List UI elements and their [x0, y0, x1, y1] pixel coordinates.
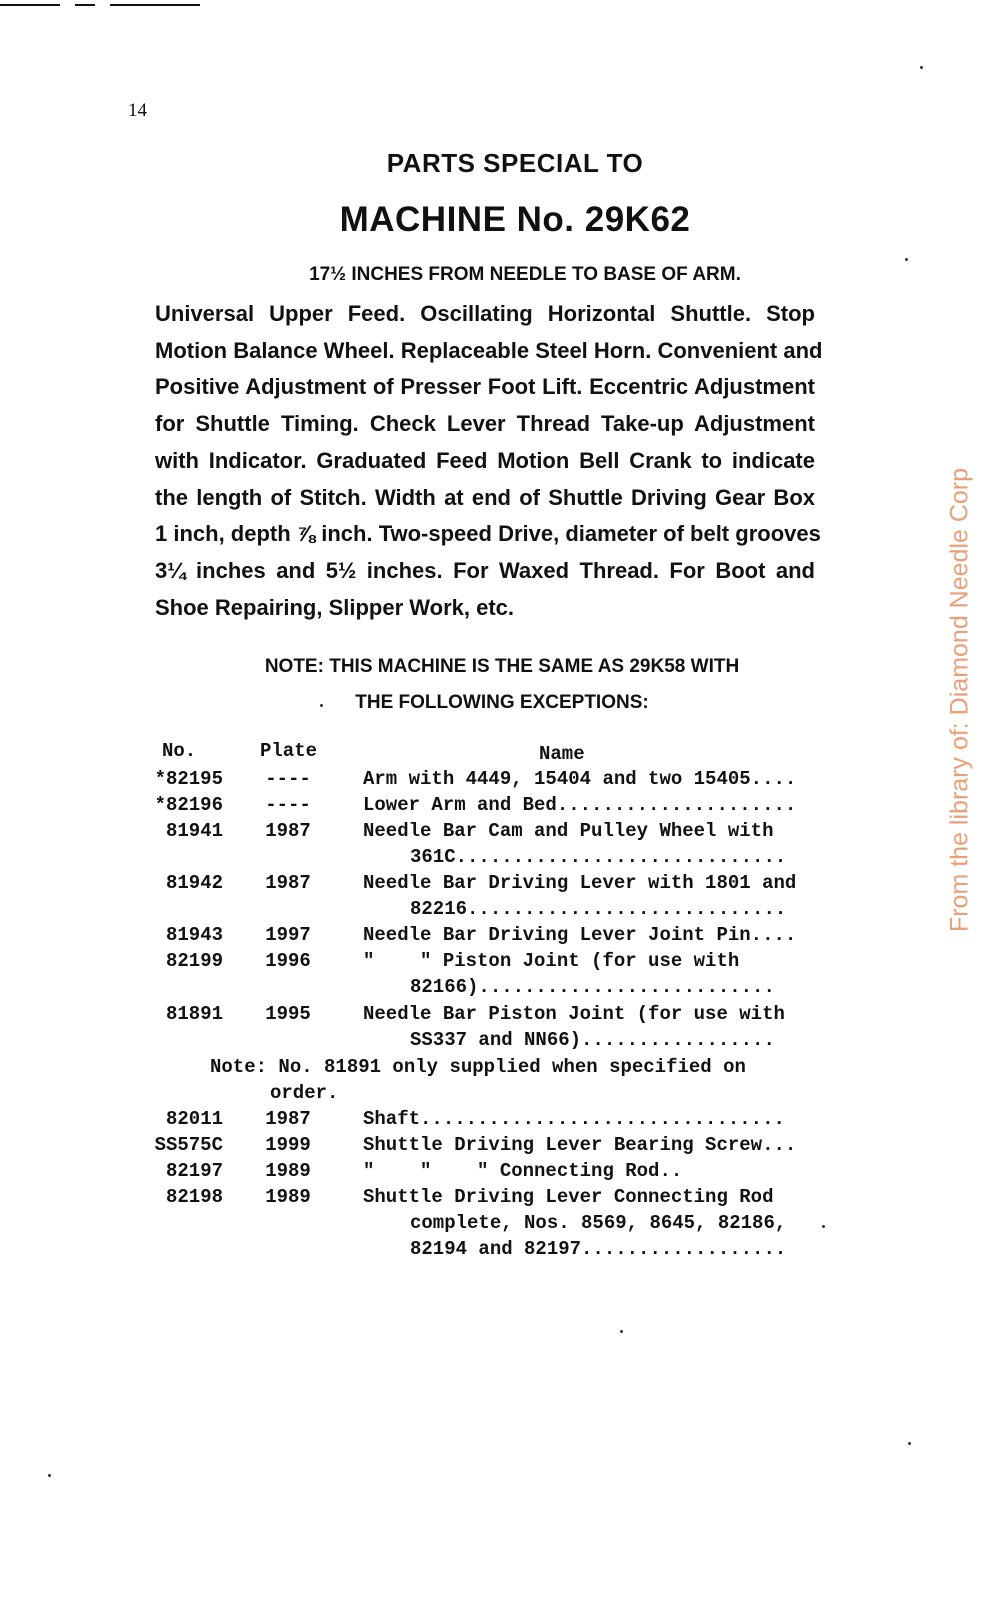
part-name: " " Piston Joint (for use with [363, 950, 740, 972]
description-line: 1 inch, depth ⅞ inch. Two-speed Drive, diameter of belt grooves [155, 521, 821, 547]
part-number: 82197 [165, 1160, 223, 1182]
part-name: Shaft................................ [363, 1108, 785, 1130]
part-name: Arm with 4449, 15404 and two 15405.... [363, 768, 797, 790]
description-line: 3¼ inches and 5½ inches. For Waxed Thread. For Boot and [155, 557, 815, 583]
part-name: Needle Bar Piston Joint (for use with [363, 1003, 785, 1025]
scan-speck [620, 1330, 623, 1333]
part-number: *82196 [154, 794, 223, 816]
part-number: 81943 [165, 924, 223, 946]
plate-number: 1987 [265, 872, 311, 894]
part-name-continuation: 82166).......................... [410, 976, 775, 998]
description-line: Positive Adjustment of Presser Foot Lift. Eccentric Adjustment [155, 374, 815, 400]
part-name-continuation: 82216............................ [410, 898, 787, 920]
part-number: 82198 [165, 1186, 223, 1208]
description-line: Universal Upper Feed. Oscillating Horizontal Shuttle. Stop [155, 301, 815, 326]
part-number: SS575C [154, 1134, 223, 1156]
scan-speck [908, 1442, 911, 1445]
scan-speck [48, 1474, 51, 1477]
title-line-1: PARTS SPECIAL TO [386, 148, 644, 178]
part-number: 81891 [165, 1003, 223, 1025]
part-number: 81942 [165, 872, 223, 894]
part-name-continuation: 82194 and 82197.................. [410, 1238, 787, 1260]
plate-number: ---- [265, 794, 311, 816]
plate-number: 1987 [265, 1108, 311, 1130]
note-header-line-2: THE FOLLOWING EXCEPTIONS: [355, 692, 649, 713]
description-line: for Shuttle Timing. Check Lever Thread Take-up Adjustment [155, 411, 815, 437]
description-paragraph [155, 296, 823, 626]
subtitle: 17½ INCHES FROM NEEDLE TO BASE OF ARM. [309, 264, 741, 285]
scan-speck [822, 1225, 825, 1228]
part-name-continuation: SS337 and NN66)................. [410, 1029, 775, 1051]
plate-number: ---- [265, 768, 311, 790]
scan-speck [920, 66, 923, 69]
description-line: with Indicator. Graduated Feed Motion Bell Crank to indicate [155, 447, 815, 473]
plate-number: 1999 [265, 1134, 311, 1156]
column-header-no: No. [162, 740, 197, 762]
plate-number: 1995 [265, 1003, 311, 1025]
part-name-continuation: 361C............................. [410, 846, 787, 868]
description-line: Motion Balance Wheel. Replaceable Steel Horn. Convenient and [155, 337, 823, 363]
part-name: Needle Bar Cam and Pulley Wheel with [363, 820, 774, 842]
scan-speck [905, 258, 908, 261]
part-name: Shuttle Driving Lever Bearing Screw... [363, 1134, 797, 1156]
part-number: 81941 [165, 820, 223, 842]
description-line: Shoe Repairing, Slipper Work, etc. [155, 594, 515, 620]
plate-number: 1989 [265, 1186, 311, 1208]
part-name: " " " Connecting Rod.. [363, 1160, 683, 1182]
part-number: *82195 [154, 768, 223, 790]
page-number: 14 [128, 100, 147, 121]
column-header-name: Name [539, 743, 585, 765]
plate-number: 1987 [265, 820, 311, 842]
part-name: Needle Bar Driving Lever with 1801 and [363, 872, 797, 894]
part-name-continuation: complete, Nos. 8569, 8645, 82186, [410, 1212, 787, 1234]
part-name: Needle Bar Driving Lever Joint Pin.... [363, 924, 797, 946]
scan-top-rule [0, 4, 60, 6]
title-line-2: MACHINE No. 29K62 [339, 200, 691, 239]
part-number: 82011 [165, 1108, 223, 1130]
plate-number: 1997 [265, 924, 311, 946]
table-note-continuation: order. [270, 1082, 339, 1104]
library-watermark: From the library of: Diamond Needle Corp [945, 467, 974, 933]
scan-speck [320, 704, 323, 707]
part-name: Shuttle Driving Lever Connecting Rod [363, 1186, 774, 1208]
description-line: the length of Stitch. Width at end of Shuttle Driving Gear Box [155, 484, 815, 510]
plate-number: 1996 [265, 950, 311, 972]
scan-top-rule [110, 4, 200, 6]
plate-number: 1989 [265, 1160, 311, 1182]
table-note: Note: No. 81891 only supplied when specified on [210, 1056, 746, 1078]
scan-top-rule [75, 4, 95, 6]
note-header-line-1: NOTE: THIS MACHINE IS THE SAME AS 29K58 WITH [264, 656, 740, 677]
part-name: Lower Arm and Bed..................... [363, 794, 797, 816]
part-number: 82199 [165, 950, 223, 972]
column-header-plate: Plate [260, 740, 318, 762]
